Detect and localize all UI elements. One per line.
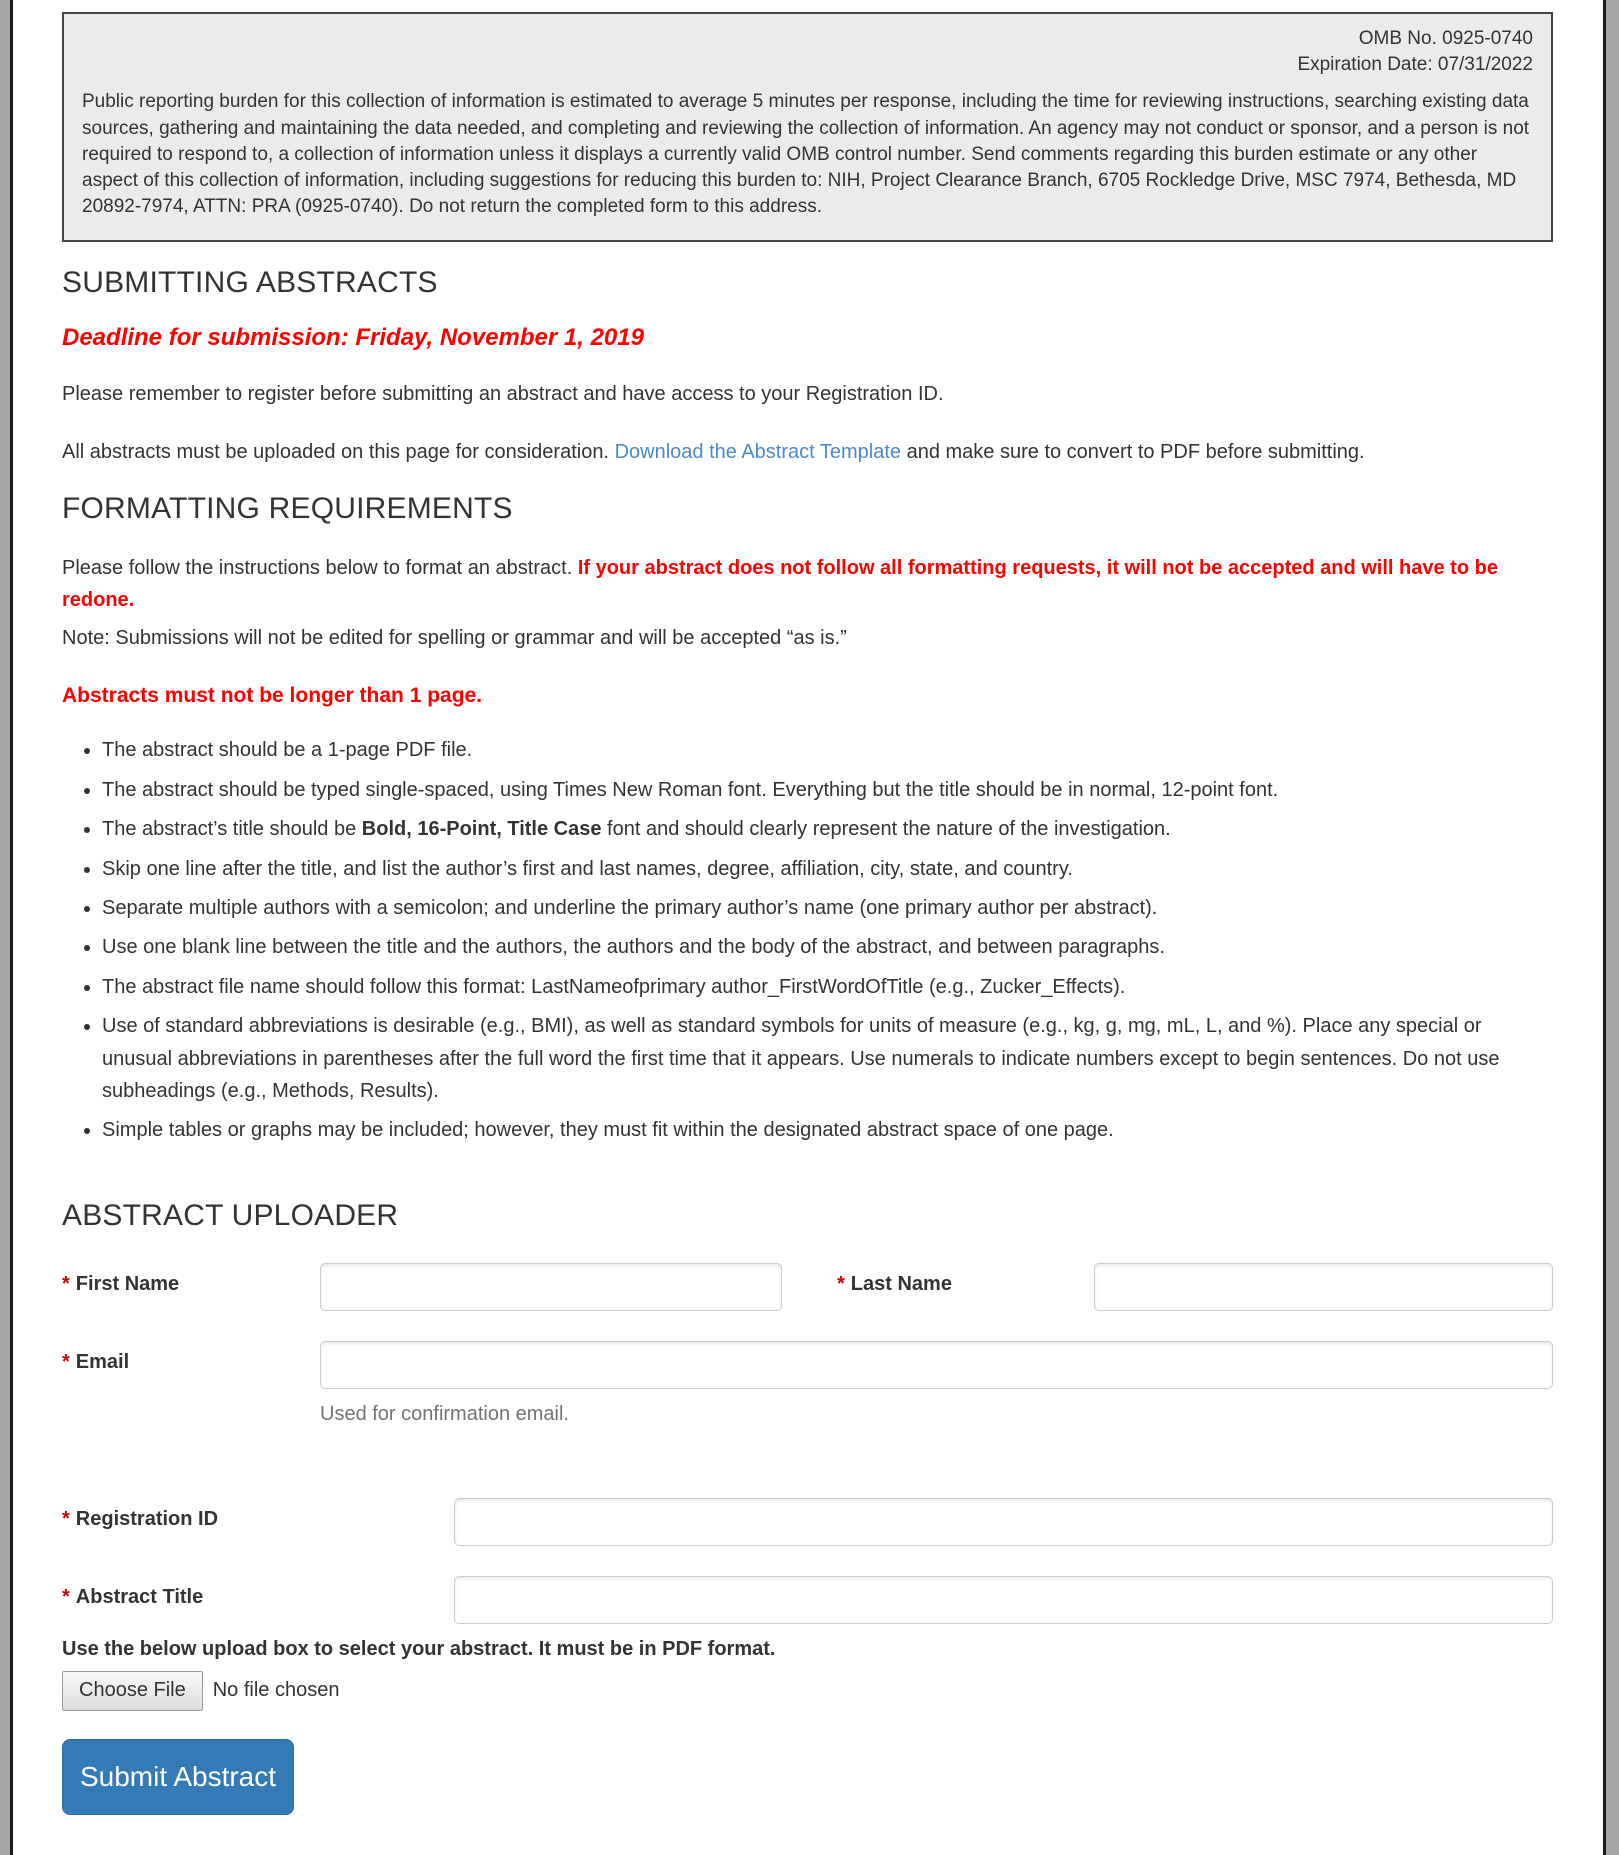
abstract-title-label-text: Abstract Title [75, 1585, 204, 1608]
submit-abstract-button[interactable]: Submit Abstract [62, 1739, 294, 1815]
text-segment: Simple tables or graphs may be included; however, they must fit within the designated abstract space of one page. [102, 1119, 1114, 1142]
text-segment: The abstract’s title should be [102, 818, 362, 841]
formatting-rule-item [102, 734, 1553, 766]
page-container [10, 0, 1606, 1855]
first-name-label [62, 1263, 320, 1296]
text-segment: Please follow the instructions below to format an abstract. [62, 557, 578, 580]
required-asterisk: * [62, 1272, 70, 1295]
required-asterisk: * [62, 1585, 70, 1608]
abstract-title-label [62, 1576, 454, 1609]
register-reminder: Please remember to register before submitting an abstract and have access to your Registration ID. [62, 383, 944, 406]
file-upload-control [62, 1671, 1553, 1711]
registration-id-label [62, 1498, 454, 1531]
text-segment: Use one blank line between the title and the authors, the authors and the body of the abstract, and between paragraphs. [102, 936, 1165, 959]
text-segment: The abstract should be typed single-spaced, using Times New Roman font. Everything but the title should be in normal, 12-point font. [102, 778, 1279, 801]
formatting-rules-list [62, 734, 1553, 1146]
formatting-rule-item [102, 813, 1553, 845]
abstract-title-row [62, 1576, 1553, 1624]
submission-deadline: Deadline for submission: Friday, November 1, 2019 [62, 324, 644, 352]
text-segment: Bold, 16-Point, Title Case [361, 818, 602, 841]
email-row [62, 1341, 1553, 1389]
text-segment: The abstract file name should follow this format: LastNameofprimary author_FirstWordOfTitle (e.g., Zucker_Effects). [102, 975, 1126, 998]
text-segment: font and should clearly represent the nature of the investigation. [601, 818, 1171, 841]
registration-id-label-text: Registration ID [75, 1507, 219, 1530]
formatting-rule-item [102, 774, 1553, 806]
formatting-instructions [62, 552, 1553, 616]
text-segment: All abstracts must be uploaded on this page for consideration. [62, 441, 615, 464]
formatting-requirements-heading: FORMATTING REQUIREMENTS [62, 492, 513, 526]
last-name-label [837, 1263, 1094, 1296]
formatting-rule-item [102, 892, 1553, 924]
abstract-template-link[interactable]: Download the Abstract Template [614, 441, 902, 464]
email-helper-text: Used for confirmation email. [320, 1402, 569, 1425]
text-segment: and make sure to convert to PDF before submitting. [901, 441, 1365, 464]
required-asterisk: * [62, 1507, 70, 1530]
registration-id-row [62, 1498, 1553, 1546]
formatting-rule-item [102, 971, 1553, 1003]
file-status-text: No file chosen [212, 1679, 340, 1702]
registration-id-input[interactable] [454, 1498, 1553, 1546]
omb-number: OMB No. 0925-0740 [1358, 28, 1533, 49]
omb-notice-box [62, 12, 1553, 242]
choose-file-button[interactable]: Choose File [62, 1671, 203, 1711]
formatting-rule-item [102, 1010, 1553, 1107]
abstract-uploader-heading: ABSTRACT UPLOADER [62, 1198, 399, 1232]
formatting-rule-item [102, 853, 1553, 885]
text-segment: The abstract should be a 1-page PDF file. [102, 739, 473, 762]
one-page-rule: Abstracts must not be longer than 1 page. [62, 684, 483, 708]
text-segment: Skip one line after the title, and list the author’s first and last names, degree, affiliation, city, state, and country. [102, 857, 1073, 880]
required-asterisk: * [837, 1272, 845, 1295]
burden-statement: Public reporting burden for this collection of information is estimated to average 5 minutes per response, including the time for reviewing instructions, searching existing data sources, gathering and maintaining the data needed, and completing and reviewing the collection of information. An agency may not conduct or sponsor, and a person is not required to respond to, a collection of information unless it displays a currently valid OMB control number. Send comments regarding this burden estimate or any other aspect of this collection of information, including suggestions for reducing this burden to: NIH, Project Clearance Branch, 6705 Rockledge Drive, MSC 7974, Bethesda, MD 20892-7974, ATTN: PRA (0925-0740). Do not return the completed form to this address. [82, 91, 1530, 218]
upload-instruction: Use the below upload box to select your abstract. It must be in PDF format. [62, 1637, 776, 1660]
required-asterisk: * [62, 1350, 70, 1373]
first-name-input[interactable] [320, 1263, 782, 1311]
email-label [62, 1341, 320, 1374]
email-label-text: Email [75, 1350, 130, 1373]
email-input[interactable] [320, 1341, 1553, 1389]
text-segment: If your abstract does not follow all formatting requests, it will not be accepted and will have to be redone. [62, 557, 1498, 612]
omb-expiration-date: Expiration Date: 07/31/2022 [1297, 53, 1533, 75]
submitting-abstracts-heading: SUBMITTING ABSTRACTS [62, 266, 438, 300]
text-segment: Separate multiple authors with a semicolon; and underline the primary author’s name (one primary author per abstract). [102, 896, 1158, 919]
formatting-rule-item [102, 931, 1553, 963]
last-name-input[interactable] [1094, 1263, 1553, 1311]
first-name-label-text: First Name [75, 1272, 180, 1295]
abstract-title-input[interactable] [454, 1576, 1553, 1624]
spelling-note: Note: Submissions will not be edited for spelling or grammar and will be accepted “as is.” [62, 627, 847, 650]
omb-meta [82, 26, 1533, 77]
text-segment: Use of standard abbreviations is desirable (e.g., BMI), as well as standard symbols for units of measure (e.g., kg, g, mg, mL, L, and %). Place any special or unusual abbreviations in parentheses after the full word the first time that it appears. Use numerals to indicate numbers except to begin sentences. Do not use subheadings (e.g., Methods, Results). [102, 1015, 1500, 1102]
last-name-label-text: Last Name [850, 1272, 952, 1295]
upload-note [62, 436, 1553, 468]
formatting-rule-item [102, 1114, 1553, 1146]
name-row [62, 1263, 1553, 1311]
